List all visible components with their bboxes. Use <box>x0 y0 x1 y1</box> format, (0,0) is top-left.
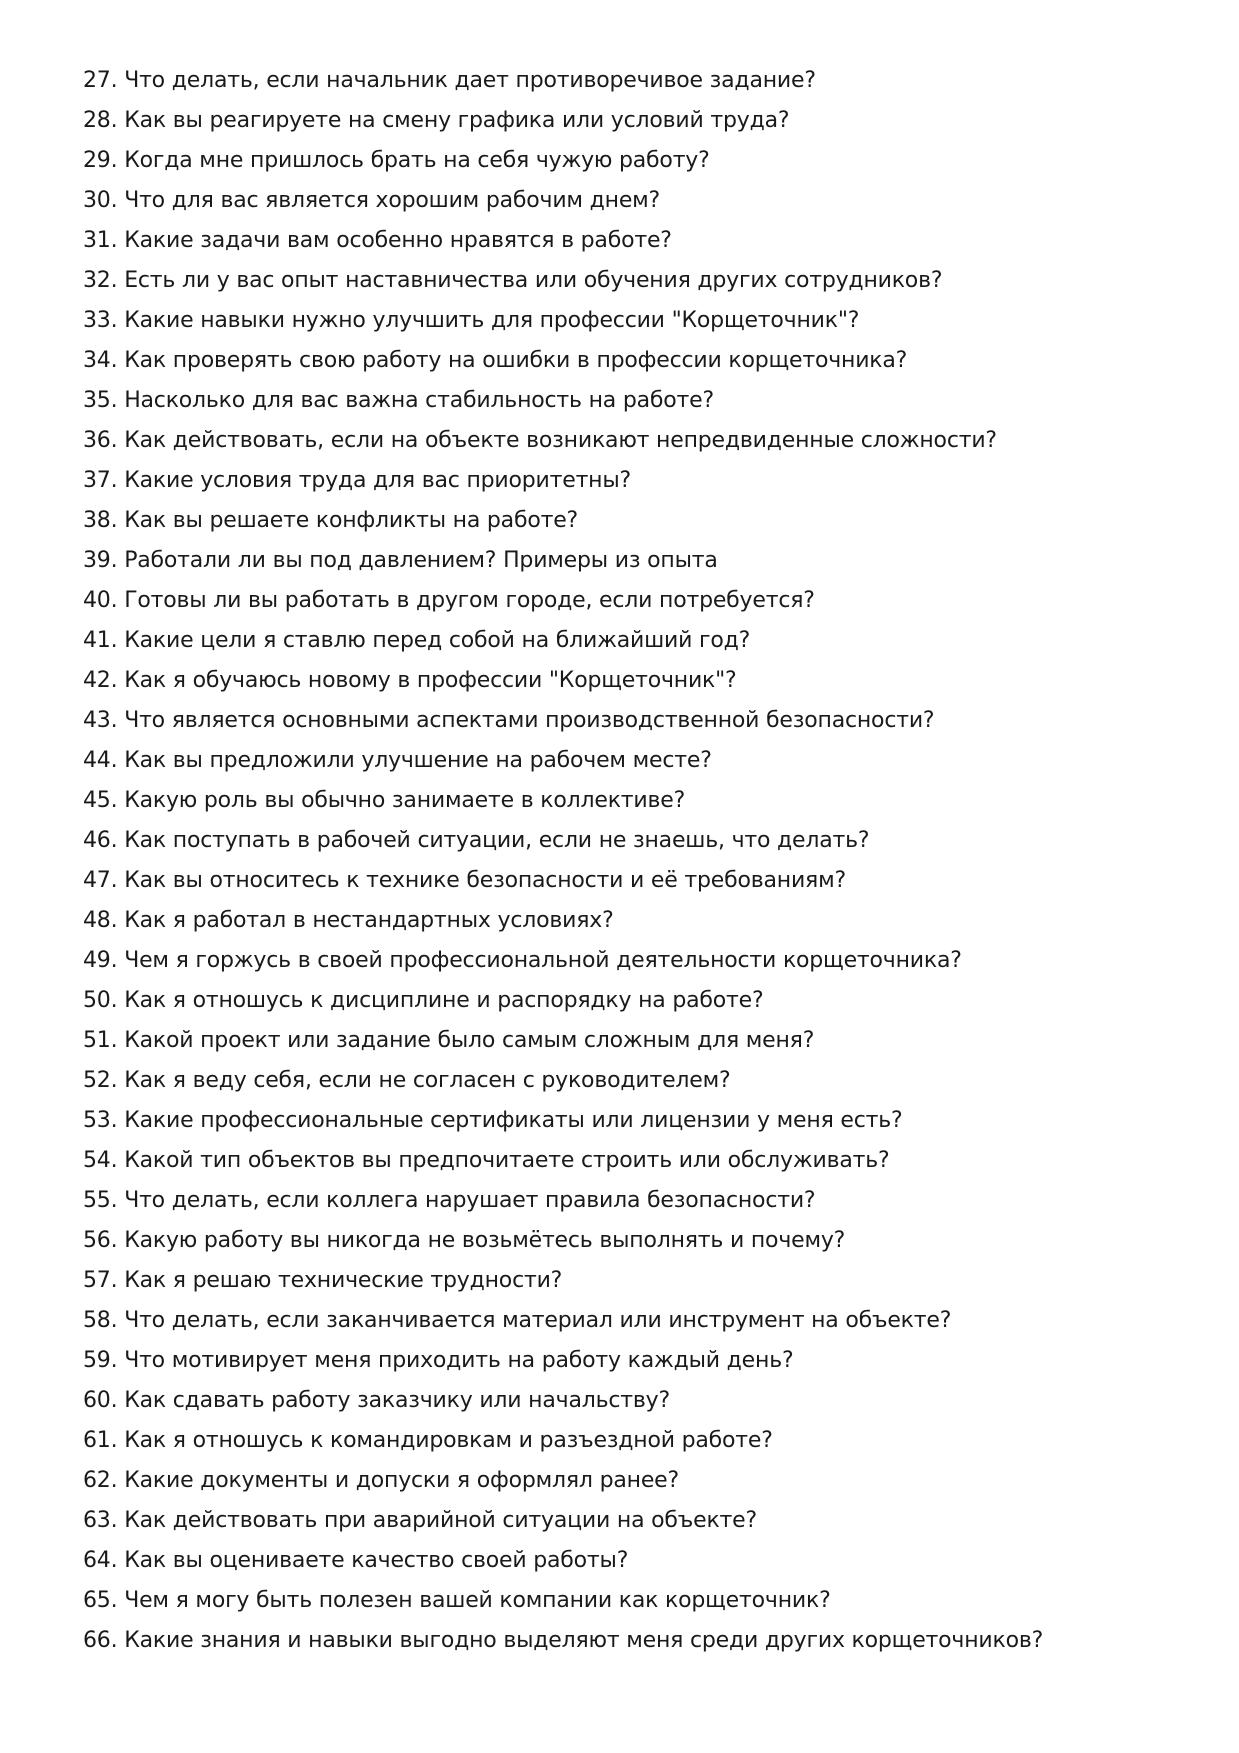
question-text: Что для вас является хорошим рабочим днем? <box>124 188 661 213</box>
question-number: 59. <box>83 1348 118 1373</box>
question-text: Какие документы и допуски я оформлял ранее? <box>124 1468 679 1493</box>
question-number: 37. <box>83 468 118 493</box>
question-number: 49. <box>83 948 118 973</box>
question-text: Как вы относитесь к технике безопасности и её требованиям? <box>124 868 846 893</box>
question-item <box>83 421 1043 461</box>
question-item <box>83 61 1043 101</box>
question-item <box>83 461 1043 501</box>
question-text: Насколько для вас важна стабильность на работе? <box>124 388 714 413</box>
question-item <box>83 821 1043 861</box>
question-text: Как проверять свою работу на ошибки в профессии корщеточника? <box>124 348 908 373</box>
question-text: Как вы предложили улучшение на рабочем месте? <box>124 748 712 773</box>
question-item <box>83 341 1043 381</box>
question-item <box>83 861 1043 901</box>
question-text: Чем я горжусь в своей профессиональной деятельности корщеточника? <box>124 948 962 973</box>
question-number: 66. <box>83 1628 118 1653</box>
question-number: 48. <box>83 908 118 933</box>
question-number: 65. <box>83 1588 118 1613</box>
question-item <box>83 221 1043 261</box>
question-item <box>83 1341 1043 1381</box>
question-number: 55. <box>83 1188 118 1213</box>
question-item <box>83 661 1043 701</box>
question-item <box>83 1581 1043 1621</box>
question-text: Как действовать при аварийной ситуации на объекте? <box>124 1508 757 1533</box>
question-item <box>83 741 1043 781</box>
question-number: 33. <box>83 308 118 333</box>
question-text: Когда мне пришлось брать на себя чужую работу? <box>124 148 710 173</box>
question-item <box>83 621 1043 661</box>
question-text: Какие цели я ставлю перед собой на ближайший год? <box>124 628 751 653</box>
question-number: 39. <box>83 548 118 573</box>
question-number: 41. <box>83 628 118 653</box>
question-item <box>83 301 1043 341</box>
question-number: 44. <box>83 748 118 773</box>
question-text: Работали ли вы под давлением? Примеры из опыта <box>124 548 718 573</box>
question-text: Чем я могу быть полезен вашей компании как корщеточник? <box>124 1588 831 1613</box>
question-text: Какой тип объектов вы предпочитаете строить или обслуживать? <box>124 1148 890 1173</box>
question-item <box>83 981 1043 1021</box>
question-item <box>83 1501 1043 1541</box>
question-number: 51. <box>83 1028 118 1053</box>
question-item <box>83 1181 1043 1221</box>
question-number: 35. <box>83 388 118 413</box>
question-number: 28. <box>83 108 118 133</box>
question-text: Какую роль вы обычно занимаете в коллективе? <box>124 788 686 813</box>
question-number: 56. <box>83 1228 118 1253</box>
question-text: Как я отношусь к командировкам и разъездной работе? <box>124 1428 773 1453</box>
question-item <box>83 141 1043 181</box>
question-text: Есть ли у вас опыт наставничества или обучения других сотрудников? <box>124 268 943 293</box>
question-text: Как вы реагируете на смену графика или условий труда? <box>124 108 790 133</box>
question-item <box>83 1021 1043 1061</box>
question-text: Как я отношусь к дисциплине и распорядку на работе? <box>124 988 764 1013</box>
question-text: Как я решаю технические трудности? <box>124 1268 563 1293</box>
question-item <box>83 1061 1043 1101</box>
question-number: 43. <box>83 708 118 733</box>
question-number: 62. <box>83 1468 118 1493</box>
question-text: Как вы оцениваете качество своей работы? <box>124 1548 629 1573</box>
question-item <box>83 781 1043 821</box>
question-item <box>83 1381 1043 1421</box>
question-text: Что мотивирует меня приходить на работу каждый день? <box>124 1348 794 1373</box>
question-text: Какие знания и навыки выгодно выделяют меня среди других корщеточников? <box>124 1628 1044 1653</box>
question-item <box>83 1261 1043 1301</box>
question-text: Что делать, если заканчивается материал или инструмент на объекте? <box>124 1308 952 1333</box>
question-text: Что делать, если начальник дает противоречивое задание? <box>124 68 816 93</box>
question-number: 42. <box>83 668 118 693</box>
question-item <box>83 541 1043 581</box>
question-number: 30. <box>83 188 118 213</box>
question-number: 63. <box>83 1508 118 1533</box>
question-number: 53. <box>83 1108 118 1133</box>
question-number: 45. <box>83 788 118 813</box>
question-number: 50. <box>83 988 118 1013</box>
question-text: Как действовать, если на объекте возникают непредвиденные сложности? <box>124 428 997 453</box>
question-text: Какие профессиональные сертификаты или лицензии у меня есть? <box>124 1108 903 1133</box>
question-number: 57. <box>83 1268 118 1293</box>
question-list <box>83 61 1043 1661</box>
question-number: 38. <box>83 508 118 533</box>
question-item <box>83 181 1043 221</box>
question-item <box>83 1541 1043 1581</box>
question-text: Какие навыки нужно улучшить для профессии "Корщеточник"? <box>124 308 860 333</box>
question-text: Какой проект или задание было самым сложным для меня? <box>124 1028 815 1053</box>
question-item <box>83 901 1043 941</box>
question-item <box>83 701 1043 741</box>
question-text: Как я веду себя, если не согласен с руководителем? <box>124 1068 731 1093</box>
question-text: Как сдавать работу заказчику или начальству? <box>124 1388 670 1413</box>
question-text: Как я работал в нестандартных условиях? <box>124 908 614 933</box>
question-number: 36. <box>83 428 118 453</box>
question-text: Готовы ли вы работать в другом городе, если потребуется? <box>124 588 815 613</box>
question-text: Какую работу вы никогда не возьмётесь выполнять и почему? <box>124 1228 846 1253</box>
question-number: 31. <box>83 228 118 253</box>
question-number: 32. <box>83 268 118 293</box>
question-text: Как вы решаете конфликты на работе? <box>124 508 579 533</box>
question-item <box>83 581 1043 621</box>
question-item <box>83 1221 1043 1261</box>
question-number: 40. <box>83 588 118 613</box>
question-number: 47. <box>83 868 118 893</box>
question-number: 29. <box>83 148 118 173</box>
question-number: 27. <box>83 68 118 93</box>
question-item <box>83 381 1043 421</box>
question-text: Что является основными аспектами производственной безопасности? <box>124 708 935 733</box>
question-text: Как поступать в рабочей ситуации, если не знаешь, что делать? <box>124 828 870 853</box>
question-item <box>83 1301 1043 1341</box>
question-item <box>83 1421 1043 1461</box>
question-item <box>83 501 1043 541</box>
question-number: 58. <box>83 1308 118 1333</box>
question-text: Что делать, если коллега нарушает правила безопасности? <box>124 1188 816 1213</box>
question-item <box>83 261 1043 301</box>
question-number: 60. <box>83 1388 118 1413</box>
question-item <box>83 1461 1043 1501</box>
question-number: 46. <box>83 828 118 853</box>
question-number: 34. <box>83 348 118 373</box>
question-text: Какие задачи вам особенно нравятся в работе? <box>124 228 672 253</box>
question-text: Какие условия труда для вас приоритетны? <box>124 468 632 493</box>
question-number: 52. <box>83 1068 118 1093</box>
question-item <box>83 1621 1043 1661</box>
question-item <box>83 101 1043 141</box>
question-number: 54. <box>83 1148 118 1173</box>
question-number: 61. <box>83 1428 118 1453</box>
question-item <box>83 941 1043 981</box>
question-item <box>83 1141 1043 1181</box>
question-number: 64. <box>83 1548 118 1573</box>
question-text: Как я обучаюсь новому в профессии "Корщеточник"? <box>124 668 737 693</box>
question-item <box>83 1101 1043 1141</box>
